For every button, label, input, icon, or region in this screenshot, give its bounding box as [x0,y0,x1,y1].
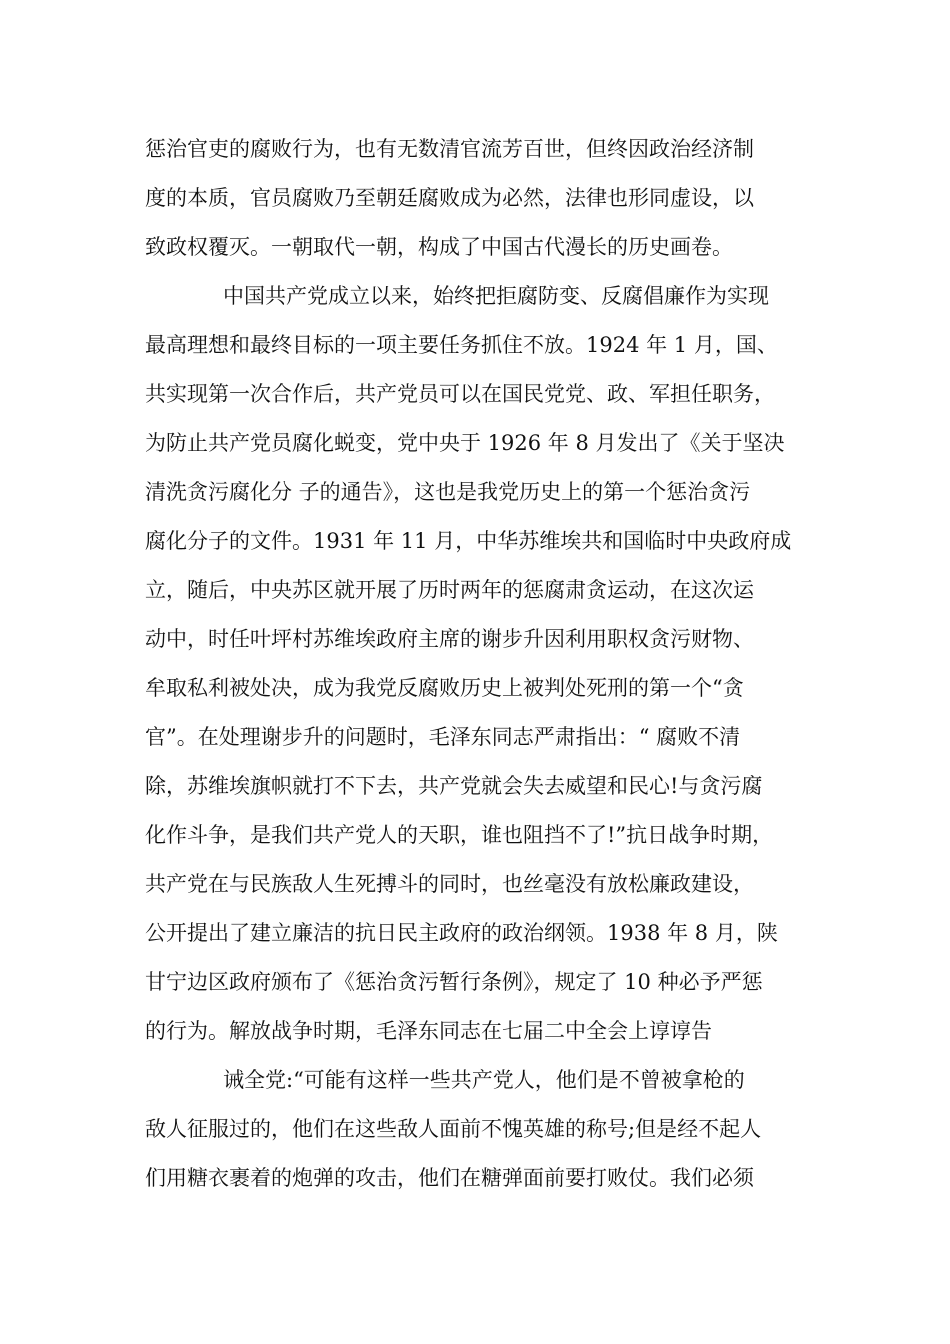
text-line: 的行为。解放战争时期，毛泽东同志在七届二中全会上谆谆告 [145,1019,712,1043]
text-line: 诫全党:“可能有这样一些共产党人，他们是不曾被拿枪的 [223,1068,745,1092]
paragraph-1 [145,125,825,272]
text-line: 牟取私利被处决，成为我党反腐败历史上被判处死刑的第一个“贪 [145,676,744,700]
text-line: 共产党在与民族敌人生死搏斗的同时，也丝毫没有放松廉政建设， [145,872,754,896]
text-line: 动中，时任叶坪村苏维埃政府主席的谢步升因利用职权贪污财物、 [145,627,754,651]
text-line: 甘宁边区政府颁布了《惩治贪污暂行条例》，规定了 10 种必予严惩 [145,970,763,994]
text-line: 惩治官吏的腐败行为，也有无数清官流芳百世，但终因政治经济制 [145,137,754,161]
text-line: 中国共产党成立以来，始终把拒腐防变、反腐倡廉作为实现 [223,284,769,308]
text-line: 清洗贪污腐化分 子的通告》，这也是我党历史上的第一个惩治贪污 [145,480,751,504]
text-line: 公开提出了建立廉洁的抗日民主政府的政治纲领。1938 年 8 月，陕 [145,921,778,945]
text-line: 官”。在处理谢步升的问题时，毛泽东同志严肃指出：“ 腐败不清 [145,725,741,749]
text-line: 们用糖衣裹着的炮弹的攻击，他们在糖弹面前要打败仗。我们必须 [145,1166,754,1190]
text-line: 度的本质，官员腐败乃至朝廷腐败成为必然，法律也形同虚设，以 [145,186,754,210]
paragraph-3 [145,1056,825,1203]
text-line: 共实现第一次合作后，共产党员可以在国民党党、政、军担任职务， [145,382,775,406]
text-line: 为防止共产党员腐化蜕变，党中央于 1926 年 8 月发出了《关于坚决 [145,431,785,455]
text-line: 最高理想和最终目标的一项主要任务抓住不放。1924 年 1 月，国、 [145,333,778,357]
text-line: 立，随后，中央苏区就开展了历时两年的惩腐肃贪运动，在这次运 [145,578,754,602]
body-text [145,125,825,1203]
paragraph-2 [145,272,825,1056]
text-line: 敌人征服过的，他们在这些敌人面前不愧英雄的称号;但是经不起人 [145,1117,762,1141]
text-line: 化作斗争，是我们共产党人的天职，谁也阻挡不了!”抗日战争时期， [145,823,774,847]
text-line: 致政权覆灭。一朝取代一朝，构成了中国古代漫长的历史画卷。 [145,235,733,259]
text-line: 除，苏维埃旗帜就打不下去，共产党就会失去威望和民心!与贪污腐 [145,774,763,798]
text-line: 腐化分子的文件。1931 年 11 月，中华苏维埃共和国临时中央政府成 [145,529,792,553]
